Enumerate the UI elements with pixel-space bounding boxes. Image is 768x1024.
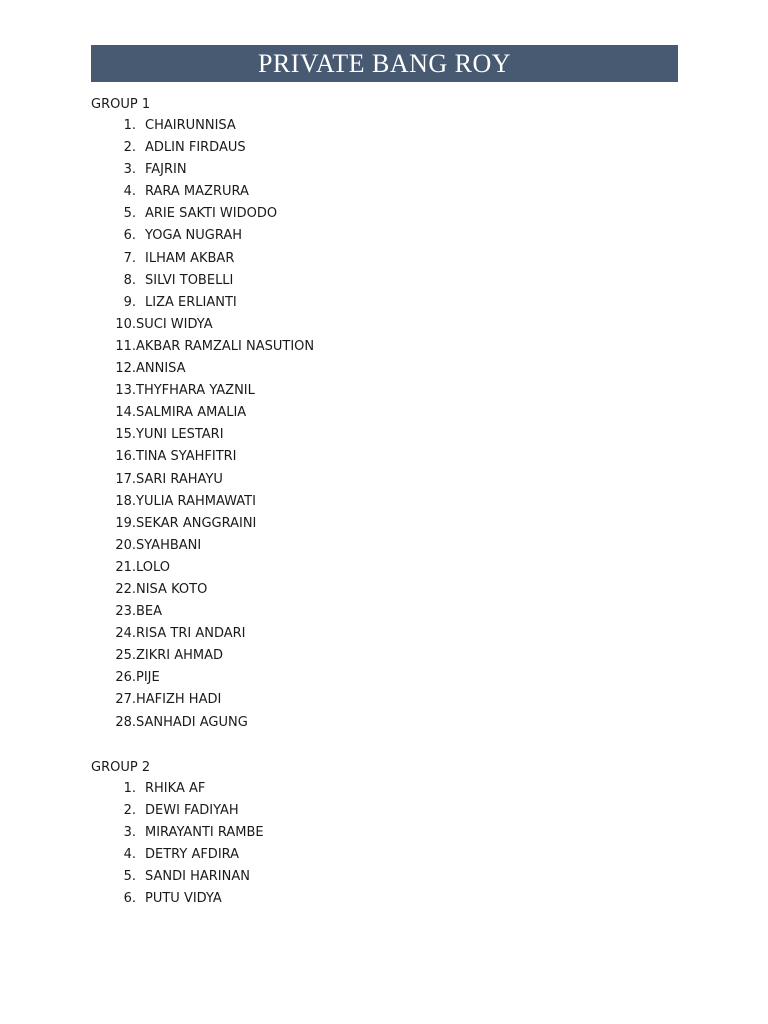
list-item-number: 2. — [123, 140, 136, 156]
list-item — [111, 888, 264, 910]
list-item-number: 22. — [115, 581, 136, 597]
list-item — [111, 491, 314, 513]
list-item-number: 6. — [123, 891, 136, 907]
list-item — [111, 601, 314, 623]
list-item — [111, 203, 314, 225]
list-item — [111, 667, 314, 689]
page-title: PRIVATE BANG ROY — [91, 45, 678, 82]
list-item-number: 2. — [123, 803, 136, 819]
member-name: RHIKA AF — [145, 781, 206, 796]
list-item — [111, 778, 264, 800]
list-item-number: 11. — [115, 338, 136, 354]
member-name: PIJE — [136, 670, 160, 686]
list-item-number: 27. — [115, 692, 136, 708]
member-name: SILVI TOBELLI — [145, 272, 234, 288]
member-name: LOLO — [136, 559, 171, 575]
member-name: MIRAYANTI RAMBE — [145, 825, 264, 841]
list-item — [111, 270, 314, 292]
list-item-number: 5. — [123, 206, 136, 222]
list-item-number: 21. — [115, 559, 136, 575]
list-item — [111, 181, 314, 203]
group-1-member-list — [111, 115, 314, 734]
list-item — [111, 402, 314, 424]
member-name: SARI RAHAYU — [136, 471, 223, 487]
list-item — [111, 248, 314, 270]
list-item-number: 9. — [123, 294, 136, 310]
list-item — [111, 446, 314, 468]
member-name: SANHADI AGUNG — [136, 714, 248, 730]
member-name: SEKAR ANGGRAINI — [136, 515, 257, 531]
list-item — [111, 115, 314, 137]
list-item — [111, 623, 314, 645]
list-item-number: 24. — [115, 626, 136, 642]
list-item-number: 19. — [115, 515, 136, 531]
member-name: ZIKRI AHMAD — [136, 648, 224, 664]
member-name: BEA — [136, 604, 163, 620]
list-item — [111, 645, 314, 667]
member-name: ARIE SAKTI WIDODO — [145, 206, 278, 222]
member-name: CHAIRUNNISA — [145, 118, 236, 133]
list-item-number: 4. — [123, 184, 136, 200]
list-item — [111, 469, 314, 491]
member-name: PUTU VIDYA — [145, 891, 222, 907]
list-item — [111, 557, 314, 579]
list-item-number: 16. — [115, 449, 136, 465]
member-name: LIZA ERLIANTI — [145, 294, 237, 310]
member-name: SUCI WIDYA — [136, 316, 213, 332]
member-name: YOGA NUGRAH — [145, 228, 243, 244]
list-item — [111, 137, 314, 159]
list-item — [111, 159, 314, 181]
list-item — [111, 712, 314, 734]
member-name: YULIA RAHMAWATI — [136, 493, 256, 509]
list-item-number: 25. — [115, 648, 136, 664]
member-name: RARA MAZRURA — [145, 184, 249, 200]
list-item-number: 23. — [115, 604, 136, 620]
member-name: TINA SYAHFITRI — [136, 449, 237, 465]
list-item — [111, 579, 314, 601]
list-item-number: 13. — [115, 383, 136, 399]
group-heading: GROUP 2 — [91, 760, 151, 775]
list-item-number: 8. — [123, 272, 136, 288]
member-name: AKBAR RAMZALI NASUTION — [136, 338, 315, 354]
member-name: YUNI LESTARI — [136, 427, 224, 443]
member-name: ILHAM AKBAR — [145, 250, 235, 266]
list-item-number: 5. — [123, 869, 136, 885]
list-item — [111, 314, 314, 336]
list-item-number: 14. — [115, 405, 136, 421]
list-item — [111, 336, 314, 358]
list-item-number: 4. — [123, 847, 136, 863]
list-item — [111, 535, 314, 557]
list-item-number: 20. — [115, 537, 136, 553]
list-item-number: 12. — [115, 361, 136, 377]
member-name: SANDI HARINAN — [145, 869, 250, 885]
list-item-number: 28. — [115, 714, 136, 730]
list-item — [111, 844, 264, 866]
list-item-number: 7. — [123, 250, 136, 266]
list-item-number: 15. — [115, 427, 136, 443]
list-item-number: 1. — [123, 118, 136, 133]
list-item-number: 17. — [115, 471, 136, 487]
list-item-number: 3. — [123, 825, 136, 841]
list-item — [111, 800, 264, 822]
list-item — [111, 822, 264, 844]
member-name: HAFIZH HADI — [136, 692, 222, 708]
member-name: SALMIRA AMALIA — [136, 405, 247, 421]
list-item-number: 6. — [123, 228, 136, 244]
list-item — [111, 380, 314, 402]
list-item — [111, 866, 264, 888]
member-name: DETRY AFDIRA — [145, 847, 240, 863]
list-item-number: 10. — [115, 316, 136, 332]
member-name: NISA KOTO — [136, 581, 208, 597]
list-item-number: 26. — [115, 670, 136, 686]
member-name: ANNISA — [136, 361, 186, 377]
list-item — [111, 358, 314, 380]
member-name: FAJRIN — [145, 162, 187, 178]
member-name: RISA TRI ANDARI — [136, 626, 246, 642]
list-item — [111, 513, 314, 535]
list-item — [111, 689, 314, 711]
member-name: SYAHBANI — [136, 537, 202, 553]
list-item — [111, 292, 314, 314]
list-item-number: 18. — [115, 493, 136, 509]
member-name: DEWI FADIYAH — [145, 803, 239, 819]
list-item-number: 1. — [123, 781, 136, 796]
group-heading: GROUP 1 — [91, 97, 151, 112]
member-name: ADLIN FIRDAUS — [145, 140, 246, 156]
member-name: THYFHARA YAZNIL — [136, 383, 255, 399]
list-item-number: 3. — [123, 162, 136, 178]
group-2-member-list — [111, 778, 264, 911]
list-item — [111, 424, 314, 446]
list-item — [111, 225, 314, 247]
